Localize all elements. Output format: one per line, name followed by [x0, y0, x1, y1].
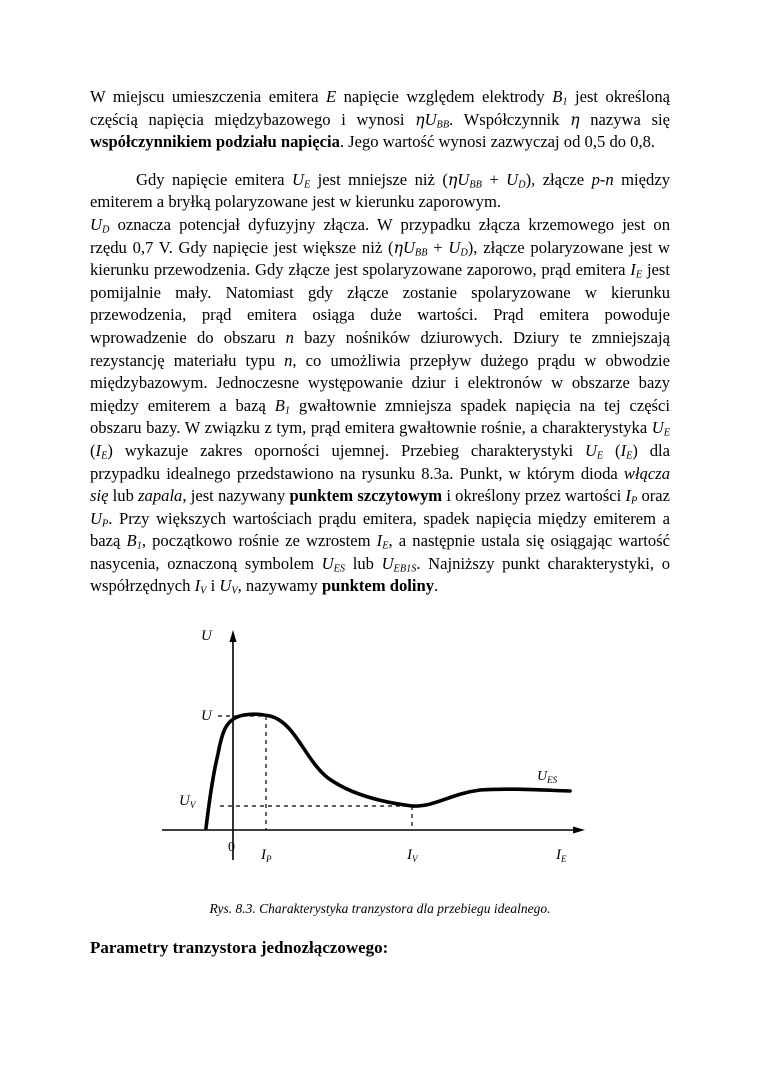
subscript: E: [561, 854, 567, 864]
ip-label: [260, 847, 272, 864]
subscript: P: [101, 518, 109, 530]
eta-symbol: η: [393, 237, 403, 257]
symbol: U: [457, 169, 470, 189]
symbol: U: [321, 553, 334, 573]
italic-term: zapala: [138, 486, 183, 506]
characteristic-curve: [206, 714, 570, 828]
text: ), złącze: [525, 169, 592, 189]
eta-symbol: η: [570, 109, 580, 129]
bold-term: punktem szczytowym: [289, 486, 443, 506]
ues-label: [537, 769, 558, 785]
characteristic-figure: [160, 620, 600, 870]
valley-voltage-label: [179, 793, 197, 810]
x-axis-arrow: [573, 827, 585, 834]
subscript: E: [626, 450, 633, 462]
text: oraz: [637, 486, 670, 506]
subscript: 1: [284, 405, 291, 417]
symbol: U: [90, 508, 102, 528]
subscript: V: [189, 800, 196, 810]
text: , jest nazywany: [182, 486, 290, 506]
subscript: BB: [414, 247, 428, 259]
symbol: I: [620, 440, 627, 460]
text: między emiterem a bryłką polaryzowane jest w kierunku zaporowym.: [90, 169, 670, 212]
symbol: U: [381, 553, 394, 573]
text: lub: [108, 486, 139, 506]
paragraph-2: [90, 169, 670, 214]
text: jest mniejsze niż (: [310, 169, 448, 189]
text: nazywa się: [579, 109, 670, 129]
subscript: V: [200, 586, 207, 598]
bold-term: współczynnikiem podziału napięcia: [90, 132, 340, 152]
subscript: 1: [562, 96, 568, 108]
figure-caption: Rys. 8.3. Charakterystyka tranzystora dla przebiegu idealnego.: [209, 901, 551, 916]
text: W miejscu umieszczenia emitera: [90, 87, 327, 106]
symbol: U: [402, 237, 415, 257]
text: . Współczynnik: [449, 109, 571, 129]
text: , co umożliwia przepływ dużego prądu w obwodzie międzybazowym. Jednoczesne występowanie dziur i elektronów w obszarze bazy między emiterem a bazą: [90, 350, 670, 415]
symbol: E: [326, 87, 337, 106]
text-body: [90, 86, 670, 598]
subscript: E: [382, 540, 389, 552]
text: bazy nośników dziurowych. Dziury te zmniejszają rezystancję materiału typu: [90, 327, 670, 370]
text: (: [603, 440, 621, 460]
symbol: B: [126, 531, 137, 551]
subscript: E: [101, 450, 108, 462]
symbol: U: [584, 440, 597, 460]
text: ) wykazuje zakres oporności ujemnej. Przebieg charakterystyki: [107, 440, 585, 460]
y-axis-arrow: [230, 630, 237, 642]
subscript: D: [101, 224, 110, 236]
subscript: EB1S: [393, 563, 417, 575]
symbol: n: [284, 350, 293, 370]
eta-symbol: η: [447, 169, 458, 189]
iv-label: [406, 847, 419, 864]
subscript: BB: [469, 179, 482, 191]
text: gwałtownie zmniejsza spadek napięcia na tej części obszaru bazy. W związku z tym, prąd emitera gwałtownie rośnie, a charakterystyka: [90, 395, 670, 438]
text: , początkowo rośnie ze wzrostem: [141, 531, 377, 551]
text: ) dla przypadku idealnego przedstawiono na rysunku 8.3a. Punkt, w którym dioda: [90, 440, 670, 483]
subscript: E: [303, 179, 311, 191]
subscript: E: [635, 269, 643, 281]
text: (: [90, 440, 96, 460]
subscript: P: [266, 854, 272, 864]
subscript: E: [596, 450, 604, 462]
symbol: I: [376, 531, 383, 551]
subscript: D: [460, 247, 468, 259]
ie-label: [555, 847, 567, 864]
subscript: ES: [547, 775, 558, 785]
symbol: U: [179, 793, 190, 809]
symbol: U: [537, 769, 548, 784]
symbol: I: [95, 440, 102, 460]
subscript: D: [518, 179, 526, 191]
text: . Najniższy punkt charakterystyki, o współrzędnych: [90, 553, 670, 596]
symbol: I: [625, 486, 631, 506]
symbol: B: [274, 395, 285, 415]
italic-term: włącza się: [90, 463, 670, 506]
subscript: BB: [436, 119, 450, 131]
subscript: V: [412, 854, 418, 864]
text: . Jego wartość wynosi zazwyczaj od 0,5 do 0,8.: [339, 132, 656, 152]
text: i określony przez wartości: [442, 486, 626, 506]
text: , a następnie ustala się osiągając wartość nasycenia, oznaczoną symbolem: [90, 531, 671, 573]
symbol: U: [291, 169, 304, 189]
paragraph-1: [90, 86, 670, 154]
symbol: U: [219, 576, 232, 596]
origin-label: 0: [228, 840, 235, 855]
bold-term: punktem doliny: [321, 576, 434, 596]
subscript: P: [630, 495, 638, 507]
subscript: V: [231, 586, 238, 598]
symbol: U: [506, 169, 519, 189]
symbol: U: [424, 109, 437, 129]
text: napięcie względem elektrody: [336, 87, 553, 106]
text: lub: [345, 553, 382, 573]
text: jest określoną częścią napięcia międzybazowego i wynosi: [90, 87, 670, 129]
text: Gdy napięcie emitera: [136, 169, 292, 189]
symbol: n: [285, 327, 294, 347]
symbol: p-n: [591, 169, 614, 189]
subscript: E: [663, 427, 670, 439]
symbol: I: [261, 847, 266, 863]
subscript: 1: [136, 540, 142, 552]
subscript: ES: [333, 563, 346, 575]
text: oznacza potencjał dyfuzyjny złącza. W przypadku złącza krzemowego jest on rzędu 0,7 V. Gdy napięcie jest większe niż (: [90, 214, 670, 257]
symbol: U: [651, 418, 664, 438]
symbol: U: [90, 214, 102, 234]
text: +: [481, 169, 507, 189]
text: ), złącze polaryzowane jest w kierunku przewodzenia. Gdy złącze jest spolaryzowane zaporowo, prąd emitera: [90, 237, 671, 280]
symbol: U: [448, 237, 461, 257]
symbol: B: [552, 87, 563, 106]
text: . Przy większych wartościach prądu emitera, spadek napięcia między emiterem a bazą: [90, 508, 670, 551]
text: , nazywamy: [237, 576, 322, 596]
eta-symbol: η: [415, 109, 425, 129]
y-axis-label: U: [201, 628, 212, 644]
text: i: [206, 576, 220, 596]
text: .: [434, 576, 439, 596]
peak-voltage-label: U: [201, 708, 212, 724]
symbol: I: [407, 847, 412, 863]
symbol: I: [194, 576, 201, 596]
symbol: I: [556, 847, 561, 863]
symbol: I: [630, 260, 636, 280]
text: +: [427, 237, 449, 257]
text: jest pomijalnie mały. Natomiast gdy złącze zostanie spolaryzowane w kierunku przewodzenia, prąd emitera osiąga duże wartości. Prąd emitera powoduje wprowadzenie do obszaru: [90, 260, 670, 347]
paragraph-3: [90, 214, 670, 598]
section-heading: Parametry tranzystora jednozłączowego:: [90, 938, 389, 957]
